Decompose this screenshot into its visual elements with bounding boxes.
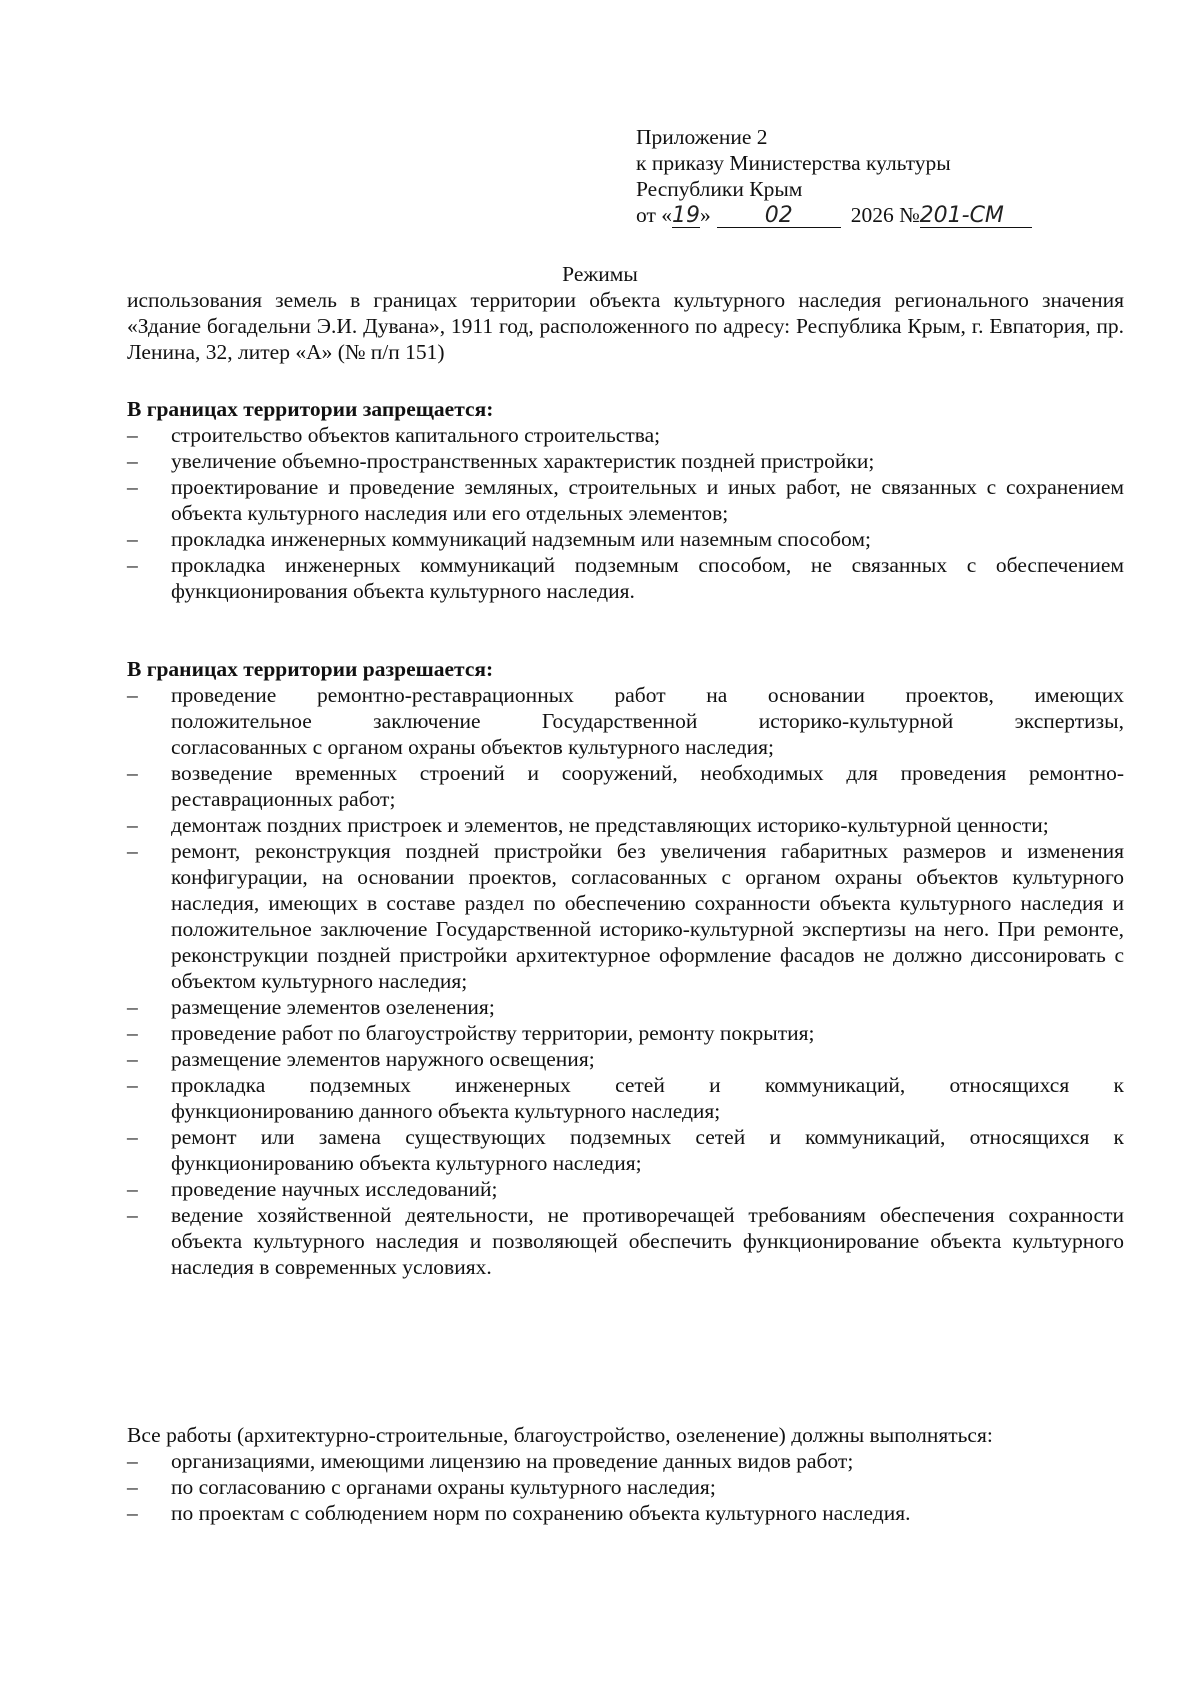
- dash-marker: –: [127, 1475, 138, 1499]
- allowed-list: [127, 682, 1124, 1280]
- dash-marker: –: [127, 1203, 138, 1227]
- list-item-text: строительство объектов капитального строительства;: [171, 423, 661, 447]
- list-item-text: организациями, имеющими лицензию на проведение данных видов работ;: [171, 1449, 854, 1473]
- appendix-line-3: Республики Крым: [636, 177, 803, 201]
- list-item-text: положительное заключение Государственной историко-культурной экспертизы,: [171, 709, 1124, 733]
- list-item: [127, 1500, 1124, 1526]
- list-item: [127, 422, 1124, 448]
- list-item-text: проведение работ по благоустройству территории, ремонту покрытия;: [171, 1021, 815, 1045]
- dash-marker: –: [127, 475, 138, 499]
- appendix-header: [636, 124, 1156, 228]
- list-item-text: согласованных с органом охраны объектов культурного наследия;: [171, 735, 774, 759]
- list-item: [127, 760, 1124, 812]
- allowed-heading: В границах территории разрешается:: [127, 657, 494, 681]
- dash-marker: –: [127, 1125, 138, 1149]
- dash-marker: –: [127, 1177, 138, 1201]
- list-item-text: демонтаж поздних пристроек и элементов, не представляющих историко-культурной ценности;: [171, 813, 1049, 837]
- list-item: [127, 552, 1124, 604]
- dash-marker: –: [127, 995, 138, 1019]
- list-item-text: прокладка инженерных коммуникаций надземным или наземным способом;: [171, 527, 871, 551]
- list-item-continuation: [127, 708, 1124, 734]
- list-item: [127, 526, 1124, 552]
- list-item-text: по проектам с соблюдением норм по сохранению объекта культурного наследия.: [171, 1501, 911, 1525]
- dash-marker: –: [127, 813, 138, 837]
- list-item-text: проведение ремонтно-реставрационных работ на основании проектов, имеющих: [171, 683, 1124, 707]
- list-item: [127, 1176, 1124, 1202]
- dash-marker: –: [127, 761, 138, 785]
- list-item: [127, 812, 1124, 838]
- dash-marker: –: [127, 449, 138, 473]
- dash-marker: –: [127, 683, 138, 707]
- list-item-text: возведение временных строений и сооружений, необходимых для проведения ремонтно-реставрационных работ;: [171, 761, 1124, 811]
- date-prefix: от «: [636, 203, 672, 227]
- works-list: [127, 1448, 1124, 1526]
- list-item: [127, 1072, 1124, 1098]
- list-item-text: прокладка инженерных коммуникаций подземным способом, не связанных с обеспечением функционирования объекта культурного наследия.: [171, 553, 1124, 603]
- list-item: [127, 1448, 1124, 1474]
- handwritten-order-number: 201-СМ: [920, 203, 1032, 228]
- handwritten-month: 02: [717, 203, 841, 228]
- list-item-text: ремонт или замена существующих подземных сетей и коммуникаций, относящихся к функционированию объекта культурного наследия;: [171, 1125, 1124, 1175]
- list-item: [127, 1046, 1124, 1072]
- appendix-line-2: к приказу Министерства культуры: [636, 151, 951, 175]
- list-item-text: увеличение объемно-пространственных характеристик поздней пристройки;: [171, 449, 875, 473]
- dash-marker: –: [127, 553, 138, 577]
- list-item-text: проектирование и проведение земляных, строительных и иных работ, не связанных с сохранением объекта культурного наследия или его отдельных элементов;: [171, 475, 1124, 525]
- list-item: [127, 1202, 1124, 1280]
- dash-marker: –: [127, 839, 138, 863]
- list-item-text: функционированию данного объекта культурного наследия;: [171, 1099, 721, 1123]
- document-subtitle: использования земель в границах территории объекта культурного наследия регионального значения «Здание богадельни Э.И. Дувана», 1911 год, расположенного по адресу: Республика Крым, г. Евпатория, пр. Ленина, 32, литер «А» (№ п/п 151): [127, 288, 1124, 364]
- order-date-line: [636, 202, 1156, 228]
- prohibited-heading: В границах территории запрещается:: [127, 397, 494, 421]
- list-item: [127, 448, 1124, 474]
- dash-marker: –: [127, 1021, 138, 1045]
- prohibited-list: [127, 422, 1124, 604]
- dash-marker: –: [127, 1073, 138, 1097]
- list-item: [127, 682, 1124, 708]
- dash-marker: –: [127, 1501, 138, 1525]
- date-quote: »: [700, 203, 711, 227]
- handwritten-day: 19: [672, 203, 700, 228]
- dash-marker: –: [127, 1449, 138, 1473]
- list-item-text: проведение научных исследований;: [171, 1177, 498, 1201]
- list-item-continuation: [127, 1098, 1124, 1124]
- list-item-text: ремонт, реконструкция поздней пристройки без увеличения габаритных размеров и изменения конфигурации, на основании проектов, согласованных с органом охраны объектов культурного наследия, имеющих в составе раздел по обеспечению сохранности объекта культурного наследия и положительное заключение Государственной историко-культурной экспертизы на него. При ремонте, реконструкции поздней пристройки архитектурное оформление фасадов не должно диссонировать с объектом культурного наследия;: [171, 839, 1124, 993]
- list-item-text: размещение элементов озеленения;: [171, 995, 495, 1019]
- dash-marker: –: [127, 527, 138, 551]
- list-item: [127, 1474, 1124, 1500]
- document-title: Режимы: [562, 262, 638, 286]
- appendix-line-1: Приложение 2: [636, 125, 768, 149]
- list-item: [127, 994, 1124, 1020]
- list-item: [127, 1124, 1124, 1176]
- works-intro: Все работы (архитектурно-строительные, благоустройство, озеленение) должны выполняться:: [127, 1423, 993, 1447]
- list-item: [127, 1020, 1124, 1046]
- list-item: [127, 474, 1124, 526]
- year-and-number-label: 2026 №: [850, 203, 920, 227]
- list-item: [127, 838, 1124, 994]
- list-item-text: размещение элементов наружного освещения;: [171, 1047, 595, 1071]
- list-item-text: ведение хозяйственной деятельности, не противоречащей требованиям обеспечения сохранности объекта культурного наследия и позволяющей обеспечить функционирование объекта культурного наследия в современных условиях.: [171, 1203, 1124, 1279]
- dash-marker: –: [127, 423, 138, 447]
- list-item-continuation: [127, 734, 1124, 760]
- list-item-text: прокладка подземных инженерных сетей и коммуникаций, относящихся к: [171, 1073, 1124, 1097]
- dash-marker: –: [127, 1047, 138, 1071]
- list-item-text: по согласованию с органами охраны культурного наследия;: [171, 1475, 716, 1499]
